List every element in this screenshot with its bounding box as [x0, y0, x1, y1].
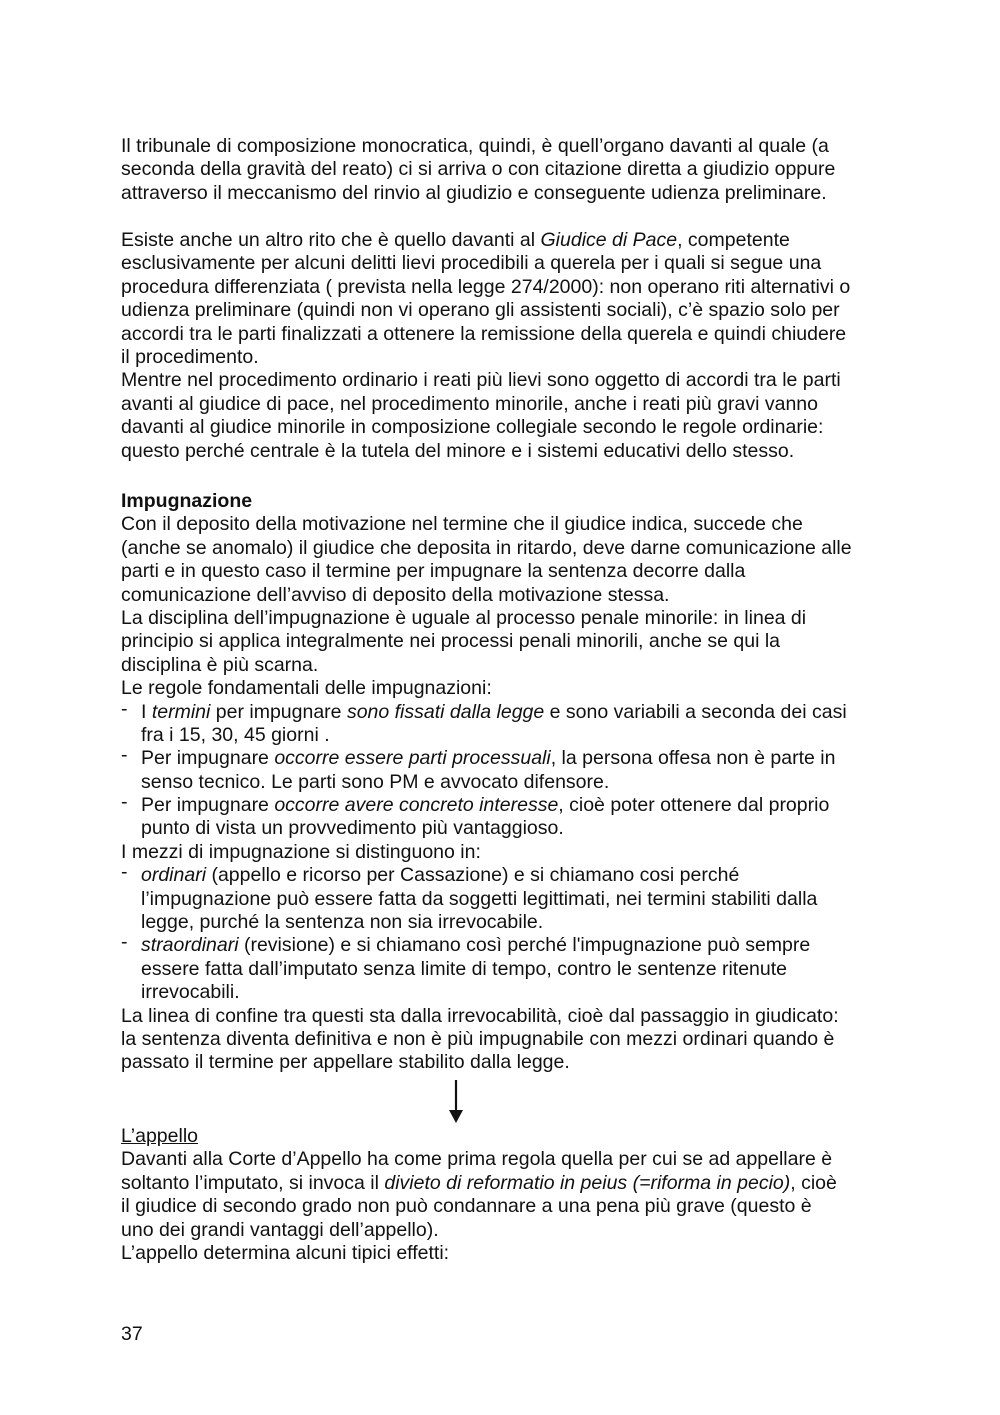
text-run: I	[141, 700, 152, 723]
list-item-continuation: l’impugnazione può essere fatta da soggetti legittimati, nei termini stabiliti dalla	[141, 887, 818, 910]
list-item-continuation: irrevocabili.	[141, 981, 240, 1004]
dash-bullet: -	[121, 697, 128, 720]
text-run: , cioè poter ottenere dal proprio	[558, 794, 830, 817]
text-line: passato il termine per appellare stabilito dalla legge.	[121, 1051, 570, 1074]
section-appello	[121, 1125, 891, 1265]
text-line: procedura differenziata ( prevista nella legge 274/2000): non operano riti alternativi o	[121, 275, 851, 298]
emphasis-termini: termini	[151, 700, 211, 723]
list-item-continuation: essere fatta dall’imputato senza limite di tempo, contro le sentenze ritenute	[141, 957, 788, 980]
text-line: parti e in questo caso il termine per impugnare la sentenza decorre dalla	[121, 560, 746, 583]
text-run: , competente	[677, 229, 790, 251]
emphasis-straordinari: straordinari	[141, 934, 239, 957]
section-impugnazione	[121, 490, 891, 1075]
dash-bullet: -	[121, 931, 128, 954]
text-run: Per impugnare	[141, 747, 275, 770]
text-run: (revisione) e si chiamano così perché l'impugnazione può sempre	[238, 934, 811, 957]
text-line: avanti al giudice di pace, nel procedimento minorile, anche i reati più gravi vanno	[121, 392, 818, 415]
list-item-straordinari	[121, 931, 891, 957]
text-line: accordi tra le parti finalizzati a ottenere la remissione della querela e quindi chiudere	[121, 322, 847, 345]
text-run: per impugnare	[210, 700, 347, 723]
dash-bullet: -	[121, 861, 128, 884]
text-run: , cioè	[790, 1171, 837, 1194]
text-line: comunicazione dell’avviso di deposito della motivazione stessa.	[121, 583, 670, 606]
text-line: I mezzi di impugnazione si distinguono in:	[121, 840, 481, 863]
list-item-interesse	[121, 791, 891, 817]
text-run: soltanto l’imputato, si invoca il	[121, 1171, 385, 1194]
text-line: questo perché centrale è la tutela del minore e i sistemi educativi dello stesso.	[121, 439, 795, 462]
emphasis-reformatio: divieto di reformatio in peius (=riforma in pecio)	[384, 1171, 791, 1194]
text-line: uno dei grandi vantaggi dell’appello).	[121, 1218, 439, 1241]
list-item-parti-processuali	[121, 744, 891, 770]
text-line: il giudice di secondo grado non può condannare a una pena più grave (questo è	[121, 1195, 812, 1218]
text-line: (anche se anomalo) il giudice che deposita in ritardo, deve darne comunicazione alle	[121, 536, 852, 559]
text-line: Davanti alla Corte d’Appello ha come prima regola quella per cui se ad appellare è	[121, 1148, 833, 1171]
text-line: Mentre nel procedimento ordinario i reati più lievi sono oggetto di accordi tra le parti	[121, 369, 841, 392]
paragraph-giudice-di-pace	[121, 229, 891, 463]
list-item-continuation: legge, purché la sentenza non sia irrevocabile.	[141, 911, 544, 934]
text-line: davanti al giudice minorile in composizione collegiale secondo le regole ordinarie:	[121, 416, 824, 439]
list-item-continuation: senso tecnico. Le parti sono PM e avvocato difensore.	[141, 770, 610, 793]
text-line: il procedimento.	[121, 345, 259, 368]
text-line: esclusivamente per alcuni delitti lievi procedibili a querela per i quali si segue una	[121, 252, 822, 275]
text-line: Il tribunale di composizione monocratica, quindi, è quell’organo davanti al quale (a	[121, 135, 829, 157]
dash-bullet: -	[121, 791, 128, 814]
emphasis-ordinari: ordinari	[141, 864, 207, 887]
text-line	[121, 1172, 891, 1195]
list-item-ordinari	[121, 861, 891, 887]
text-line: attraverso il meccanismo del rinvio al giudizio e conseguente udienza preliminare.	[121, 181, 827, 204]
text-run: (appello e ricorso per Cassazione) e si chiamano cosi perché	[206, 864, 740, 887]
text-line: La disciplina dell’impugnazione è uguale al processo penale minorile: in linea di	[121, 606, 807, 629]
text-line: Con il deposito della motivazione nel termine che il giudice indica, succede che	[121, 513, 803, 536]
emphasis-parti-processuali: occorre essere parti processuali	[274, 747, 551, 770]
text-run: e sono variabili a seconda dei casi	[544, 700, 847, 723]
emphasis-giudice-di-pace: Giudice di Pace	[540, 229, 678, 251]
list-item-continuation: fra i 15, 30, 45 giorni .	[141, 723, 330, 746]
text-run: , la persona offesa non è parte in	[550, 747, 836, 770]
text-line: L’appello determina alcuni tipici effetti:	[121, 1241, 450, 1264]
text-line: La linea di confine tra questi sta dalla irrevocabilità, cioè dal passaggio in giudicato:	[121, 1004, 839, 1027]
down-arrow-icon	[446, 1080, 466, 1124]
section-heading-appello: L’appello	[121, 1125, 198, 1147]
text-run: Esiste anche un altro rito che è quello davanti al	[121, 229, 541, 251]
text-line: la sentenza diventa definitiva e non è più impugnabile con mezzi ordinari quando è	[121, 1027, 835, 1050]
text-line: seconda della gravità del reato) ci si arriva o con citazione diretta a giudizio oppure	[121, 158, 836, 181]
emphasis-interesse: occorre avere concreto interesse	[274, 794, 559, 817]
list-item-continuation: punto di vista un provvedimento più vantaggioso.	[141, 817, 564, 840]
text-line: udienza preliminare (quindi non vi operano gli assistenti sociali), c’è spazio solo per	[121, 299, 840, 322]
text-line: disciplina è più scarna.	[121, 653, 319, 676]
text-line: principio si applica integralmente nei processi penali minorili, anche se qui la	[121, 630, 781, 653]
list-item-termini	[121, 697, 891, 724]
text-line: Le regole fondamentali delle impugnazioni:	[121, 677, 492, 700]
text-run: Per impugnare	[141, 794, 275, 817]
paragraph-tribunale	[121, 135, 891, 205]
dash-bullet: -	[121, 744, 128, 767]
section-heading-impugnazione: Impugnazione	[121, 490, 253, 512]
emphasis-fissati: sono fissati dalla legge	[346, 700, 545, 723]
text-line	[121, 229, 891, 252]
page-number: 37	[121, 1323, 143, 1345]
